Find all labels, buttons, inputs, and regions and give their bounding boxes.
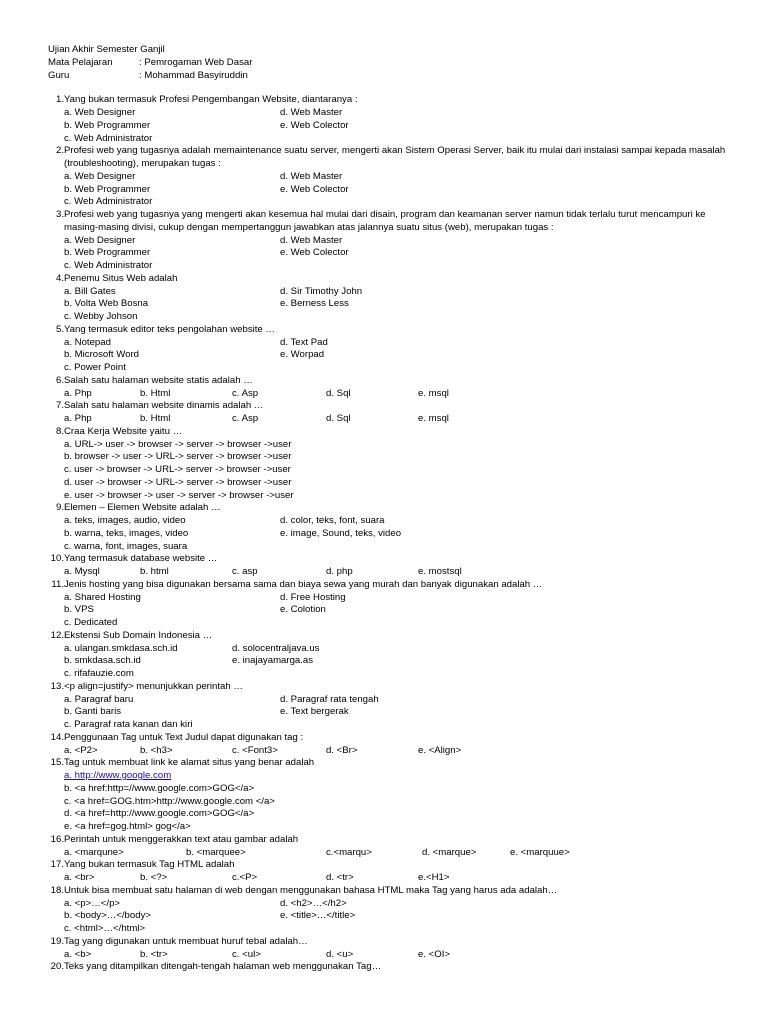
answer-option: d. php [326, 566, 353, 577]
answer-options [48, 337, 738, 375]
answer-option: e. msql [418, 387, 449, 399]
question-text: Craa Kerja Website yaitu … [64, 425, 183, 437]
answer-option: a. Web Designer [64, 107, 136, 118]
answer-option: c. <a href=GOG.htm>http://www.google.com </a> [64, 795, 275, 807]
question-text: Teks yang ditampilkan ditengah-tengah halaman web menggunakan Tag… [64, 961, 382, 973]
answer-option: a. teks, images, audio, video [64, 515, 186, 526]
answer-option: d. <a href=http://www.google.com>GOG</a> [64, 808, 255, 820]
answer-option: d. Paragraf rata tengah [280, 693, 379, 705]
option-row [64, 171, 738, 184]
question-text: Yang bukan termasuk Tag HTML adalah [64, 859, 235, 871]
question-item [48, 273, 738, 324]
answer-option: a. <br> [64, 872, 95, 883]
answer-option: e. <marquue> [510, 846, 570, 858]
answer-options [48, 694, 738, 732]
question-text: Salah satu halaman website dinamis adalah … [64, 400, 264, 412]
answer-option: c. warna, font, images, suara [64, 540, 188, 552]
answer-option-link[interactable]: a. http://www.google.com [64, 770, 172, 781]
answer-options [48, 107, 738, 145]
answer-option: c. user -> browser -> URL-> server -> browser ->user [64, 464, 291, 475]
question-text: Yang bukan termasuk Profesi Pengembangan Website, diantaranya : [64, 94, 358, 106]
answer-option: a. Php [64, 413, 92, 424]
option-row [64, 311, 738, 324]
option-row [64, 133, 738, 146]
question-item [48, 936, 738, 962]
option-row [64, 643, 738, 656]
answer-options [48, 898, 738, 936]
question-number: 11. [51, 578, 64, 590]
answer-option: e. Colotion [280, 604, 326, 616]
question-number: 3. [55, 209, 64, 220]
answer-option: d. solocentraljava.us [232, 642, 320, 654]
answer-option: c.<marqu> [326, 846, 372, 858]
option-row [64, 617, 738, 630]
answer-options [48, 592, 738, 630]
option-row [64, 719, 738, 732]
answer-option: d. <u> [326, 948, 354, 960]
option-row [64, 566, 738, 579]
answer-option: d. Web Master [280, 234, 343, 246]
answer-option: b. browser -> user -> URL-> server -> browser ->user [64, 451, 292, 463]
answer-options [48, 171, 738, 209]
answer-option: c.<P> [232, 872, 258, 883]
answer-option: d. Free Hosting [280, 591, 346, 603]
option-row [64, 196, 738, 209]
answer-option: e. Berness Less [280, 298, 349, 310]
answer-option: c. Web Administrator [64, 260, 153, 271]
option-row [64, 439, 738, 452]
option-row [64, 898, 738, 911]
question-text: Untuk bisa membuat satu halaman di web dengan menggunakan bahasa HTML maka Tag yang harus ada adalah… [64, 884, 558, 896]
answer-options [48, 413, 738, 426]
question-text: Tag yang digunakan untuk membuat huruf tebal adalah… [64, 935, 308, 947]
answer-option: b. Html [140, 387, 171, 399]
answer-option: d. Text Pad [280, 336, 328, 348]
question-text: Salah satu halaman website statis adalah … [64, 374, 253, 386]
answer-option: c. rifafauzie.com [64, 668, 134, 679]
answer-option: a. <marqune> [64, 846, 124, 858]
answer-option: a. <P2> [64, 744, 98, 756]
answer-option: e.<H1> [418, 872, 450, 883]
option-row [64, 796, 738, 809]
answer-option: b. <marquee> [186, 846, 246, 858]
answer-option: c. Web Administrator [64, 196, 153, 208]
answer-option: e. Web Colector [280, 247, 349, 259]
question-item [48, 209, 738, 273]
answer-option: c. Dedicated [64, 617, 118, 628]
question-text: Perintah untuk menggerakkan text atau gambar adalah [64, 833, 299, 845]
answer-options [48, 745, 738, 758]
header-spacer [48, 82, 738, 94]
teacher-value: : Mohammad Basyiruddin [139, 69, 248, 81]
answer-option: e. image, Sound, teks, video [280, 527, 402, 539]
answer-option: a. Notepad [64, 336, 111, 348]
option-row [64, 413, 738, 426]
question-text: Yang termasuk editor teks pengolahan website … [64, 323, 276, 335]
answer-option: b. Microsoft Word [64, 349, 139, 361]
question-item [48, 732, 738, 758]
answer-option: e. <OI> [418, 948, 450, 960]
question-item [48, 885, 738, 936]
answer-option: b. Web Programmer [64, 119, 151, 131]
option-row [64, 362, 738, 375]
option-row [64, 349, 738, 362]
answer-option: a. <p>…</p> [64, 897, 121, 909]
answer-option: c. Asp [232, 413, 259, 424]
answer-option: e. inajayamarga.as [232, 655, 314, 667]
answer-option: a. Shared Hosting [64, 591, 141, 603]
subject-row [48, 57, 738, 70]
question-number: 2. [55, 145, 64, 157]
answer-option: d. <marque> [422, 846, 477, 858]
question-number: 20. [50, 961, 64, 973]
question-number: 19. [50, 935, 64, 947]
answer-options [48, 566, 738, 579]
answer-option: e. user -> browser -> user -> server -> browser ->user [64, 489, 294, 501]
answer-option: c. Power Point [64, 362, 126, 373]
question-item [48, 375, 738, 401]
question-number: 9. [55, 502, 64, 514]
option-row [64, 694, 738, 707]
answer-option: a. Web Designer [64, 170, 136, 182]
question-item [48, 324, 738, 375]
answer-option: b. Html [140, 413, 171, 424]
answer-option: c. <html>…</html> [64, 923, 146, 934]
answer-options [48, 847, 738, 860]
question-item [48, 859, 738, 885]
answer-option: d. color, teks, font, suara [280, 515, 385, 526]
answer-option: b. <h3> [140, 744, 173, 756]
question-text: Tag untuk membuat link ke alamat situs yang benar adalah [64, 757, 315, 769]
answer-option: e. <title>…</title> [280, 910, 356, 922]
question-number: 17. [50, 859, 64, 871]
answer-option: b. Web Programmer [64, 247, 151, 259]
answer-options [48, 872, 738, 885]
question-item [48, 553, 738, 579]
answer-options [48, 770, 738, 834]
answer-option: a. Mysql [64, 566, 100, 577]
option-row [64, 923, 738, 936]
answer-option: c. Paragraf rata kanan dan kiri [64, 719, 193, 730]
question-text: Penggunaan Tag untuk Text Judul dapat digunakan tag : [64, 731, 304, 743]
question-text: Penemu Situs Web adalah [64, 272, 178, 284]
answer-option: b. Volta Web Bosna [64, 298, 149, 310]
option-row [64, 592, 738, 605]
question-item [48, 579, 738, 630]
question-item [48, 502, 738, 553]
option-row [64, 706, 738, 719]
answer-option: d. Sir Timothy John [280, 285, 363, 297]
option-row [64, 949, 738, 962]
answer-option: a. ulangan.smkdasa.sch.id [64, 642, 178, 654]
question-text: Jenis hosting yang bisa digunakan bersama sama dan biaya sewa yang murah dan banyak digunakan adalah … [64, 578, 543, 590]
answer-option: b. VPS [64, 604, 94, 616]
question-number: 1. [55, 94, 64, 106]
answer-option: e. Worpad [280, 349, 325, 361]
answer-option: d. Sql [326, 387, 351, 399]
answer-option: e. <Align> [418, 744, 462, 756]
option-row [64, 847, 738, 860]
option-row [64, 515, 738, 528]
question-item [48, 426, 738, 503]
question-text: Yang termasuk database website … [64, 553, 218, 565]
option-row [64, 120, 738, 133]
option-row [64, 821, 738, 834]
answer-option: d. Web Master [280, 170, 343, 182]
answer-option: e. Web Colector [280, 119, 349, 131]
option-row [64, 247, 738, 260]
question-number: 10. [50, 553, 64, 565]
question-text: Profesi web yang tugasnya yang mengerti akan kesemua hal mulai dari disain, program dan keamanan server namun tidak terlalu turut mencampuri ke masing-masing divisi, cukup dengan mempertanggun jawabkan atas jalannya suatu situs (web), merupakan tugas : [64, 209, 706, 233]
answer-option: d. Sql [326, 413, 351, 424]
option-row [64, 464, 738, 477]
answer-options [48, 439, 738, 503]
option-row [64, 490, 738, 503]
subject-value: : Pemrogaman Web Dasar [139, 56, 253, 68]
answer-option: e. mostsql [418, 566, 462, 577]
answer-option: d. <Br> [326, 744, 358, 756]
answer-option: d. <tr> [326, 872, 354, 883]
answer-option: b. Web Programmer [64, 183, 151, 195]
option-row [64, 910, 738, 923]
option-row [64, 184, 738, 197]
question-item [48, 681, 738, 732]
answer-option: a. <b> [64, 948, 92, 960]
option-row [64, 528, 738, 541]
exam-title: Ujian Akhir Semester Ganjil [48, 44, 165, 55]
answer-option: c. <ul> [232, 948, 261, 960]
option-row [64, 745, 738, 758]
question-number: 6. [55, 374, 64, 386]
answer-option: e. Web Colector [280, 183, 349, 195]
answer-option: a. Php [64, 387, 92, 399]
question-number: 12. [50, 629, 64, 641]
subject-label: Mata Pelajaran [48, 56, 113, 68]
option-row [64, 872, 738, 885]
answer-option: c. asp [232, 566, 258, 577]
option-row [64, 451, 738, 464]
option-row [64, 783, 738, 796]
teacher-label: Guru [48, 69, 70, 81]
question-text: Profesi web yang tugasnya adalah memaintenance suatu server, mengerti akan Sistem Operasi Server, baik itu mulai dari instalasi sampai kepada masalah (troubleshooting), merupakan tugas : [64, 145, 726, 169]
option-row [64, 604, 738, 617]
answer-option: b. <?> [140, 872, 168, 883]
answer-option: a. Web Designer [64, 234, 136, 246]
answer-option: d. Web Master [280, 107, 343, 118]
question-number: 18. [50, 884, 64, 896]
question-item [48, 145, 738, 209]
teacher-row [48, 70, 738, 83]
question-number: 16. [50, 833, 64, 845]
option-row [64, 388, 738, 401]
answer-option: b. <body>…</body> [64, 910, 151, 922]
answer-options [48, 643, 738, 681]
option-row [64, 286, 738, 299]
option-row [64, 260, 738, 273]
question-item [48, 400, 738, 426]
question-item [48, 757, 738, 834]
option-row [64, 337, 738, 350]
answer-option: b. smkdasa.sch.id [64, 655, 141, 667]
answer-options [48, 235, 738, 273]
answer-option: a. Paragraf baru [64, 693, 134, 705]
answer-option: c. Asp [232, 387, 259, 399]
question-list [48, 94, 738, 974]
question-number: 8. [55, 425, 64, 437]
answer-option: b. warna, teks, images, video [64, 527, 189, 539]
answer-option: d. <h2>…</h2> [280, 897, 347, 909]
answer-options [48, 949, 738, 962]
exam-document [48, 44, 738, 974]
question-item [48, 834, 738, 860]
answer-options [48, 388, 738, 401]
exam-header [48, 44, 738, 82]
answer-option: d. user -> browser -> URL-> server -> browser ->user [64, 476, 292, 488]
question-item [48, 961, 738, 974]
option-row [64, 655, 738, 668]
answer-option: e. msql [418, 413, 449, 424]
question-number: 4. [55, 272, 64, 284]
option-row [64, 808, 738, 821]
answer-option: b. html [140, 566, 169, 577]
answer-option: c. <Font3> [232, 744, 278, 756]
option-row [64, 541, 738, 554]
question-number: 15. [50, 757, 64, 769]
question-text: <p align=justify> menunjukkan perintah … [64, 680, 243, 692]
answer-option: b. <a href:http=//www.google.com>GOG</a> [64, 782, 255, 794]
option-row [64, 298, 738, 311]
question-text: Ekstensi Sub Domain Indonesia … [64, 629, 213, 641]
answer-option: c. Webby Johson [64, 311, 138, 322]
question-item [48, 630, 738, 681]
question-number: 7. [55, 400, 64, 412]
option-row [64, 477, 738, 490]
option-row [64, 770, 738, 783]
answer-option: b. <tr> [140, 948, 168, 960]
question-number: 5. [55, 323, 64, 335]
answer-option: b. Ganti baris [64, 706, 122, 718]
answer-option: e. <a href=gog.html> gog</a> [64, 821, 191, 832]
question-number: 14. [50, 731, 64, 743]
question-text: Elemen – Elemen Website adalah … [64, 502, 221, 514]
question-item [48, 94, 738, 145]
question-number: 13. [50, 680, 64, 692]
answer-option: a. Bill Gates [64, 285, 116, 297]
option-row [64, 107, 738, 120]
answer-option: c. Web Administrator [64, 132, 153, 144]
option-row [64, 235, 738, 248]
option-row [64, 668, 738, 681]
answer-option: a. URL-> user -> browser -> server -> browser ->user [64, 438, 292, 450]
answer-options [48, 515, 738, 553]
answer-options [48, 286, 738, 324]
answer-option: e. Text bergerak [280, 706, 349, 718]
